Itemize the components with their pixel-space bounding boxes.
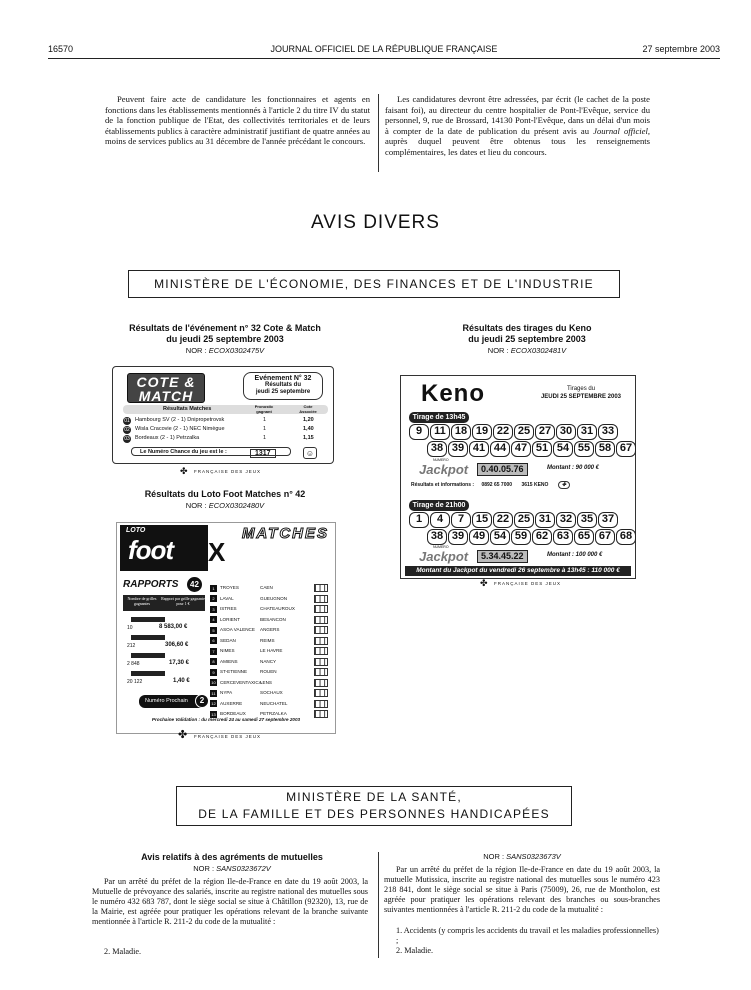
tirage2-row2: [427, 529, 636, 545]
keno-nor: NOR : ECOX0302481V: [487, 346, 567, 355]
keno-number: 49: [469, 529, 489, 545]
mutuelles-left-item: 2. Maladie.: [104, 947, 142, 956]
keno-jackpot-footer: Montant du Jackpot du vendredi 26 septembre à 13h45 : 110 000 €: [405, 566, 631, 576]
mutuelles-right-item-1: 1. Accidents (y compris les accidents du travail et les maladies professionnelles) ;: [396, 926, 659, 945]
tier-bar: [131, 617, 165, 622]
intro-right-paragraph: Les candidatures devront être adressées, par écrit (le cachet de la poste faisant foi), au directeur du centre hospitalier de Pont-l'Evêque, service du personnel, 9, rue de Brossard, 14130 Pont-l'Evêque, dans un délai d'un mois à compter de la date de publication du présent avis au Journal officiel, auprès duquel peuvent être obtenus tous les renseignements complémentaires, les dates et lieu du concours.: [385, 94, 651, 157]
clover-icon: ✤: [180, 466, 188, 476]
jackpot-amount: Montant : 100 000 €: [547, 552, 603, 558]
clover-icon: ✤: [178, 729, 188, 741]
keno-number: 25: [514, 512, 534, 528]
page-header: [48, 44, 720, 58]
tirage-1345-badge: Tirage de 13h45: [409, 412, 469, 423]
mutuelles-nor-right: NOR : SANS0323673V: [483, 852, 561, 861]
tirage1-row1: [409, 424, 618, 440]
keno-number: 44: [490, 441, 510, 457]
keno-number: 62: [532, 529, 552, 545]
column-divider: [378, 94, 379, 172]
cote-match-ticket: [112, 366, 334, 464]
header-rule: [48, 58, 720, 59]
keno-title: Résultats des tirages du Keno du jeudi 25 septembre 2003: [462, 323, 592, 344]
keno-number: 39: [448, 441, 468, 457]
list-item: 7 NIMES LE HAVRE: [210, 646, 332, 657]
table-row: 02 Wisla Cracovie (2 - 1) NEC Nimègue 1 1,40: [124, 426, 314, 433]
mutuelles-title: Avis relatifs à des agréments de mutuelles: [141, 852, 323, 862]
loto-foot-matches-word: MATCHES: [241, 525, 329, 542]
column-divider: [378, 852, 379, 958]
list-item: 11 NYPA SOCHAUX: [210, 688, 332, 699]
cote-match-title: Résultats de l'événement n° 32 Cote & Match du jeudi 25 septembre 2003: [129, 323, 321, 344]
keno-number: 22: [493, 512, 513, 528]
rapports-label: RAPPORTS: [123, 579, 179, 590]
keno-number: 59: [511, 529, 531, 545]
cote-match-header-row: Résultats Matches Pronostic gagnant Cote Associée: [123, 405, 328, 414]
ministry-economy-box: MINISTÈRE DE L'ÉCONOMIE, DES FINANCES ET DE L'INDUSTRIE: [128, 270, 620, 298]
keno-number: 54: [490, 529, 510, 545]
table-row: 03 Bordeaux (2 - 1) Petrzalka 1 1,15: [124, 435, 314, 442]
rapports-header: Nombre de grilles gagnantes Rapport par grille gagnante pour 1 €: [123, 595, 205, 611]
list-item: 9 ST-ETIENNE ROUEN: [210, 667, 332, 678]
list-item: 10 CERCEVENTAXICA LENS: [210, 678, 332, 689]
keno-number: 27: [535, 424, 555, 440]
loto-foot-title: Résultats du Loto Foot Matches n° 42: [144, 489, 306, 499]
cote-match-logo: COTE & MATCH: [127, 373, 205, 403]
keno-number: 38: [427, 441, 447, 457]
keno-number: 11: [430, 424, 450, 440]
list-item: 8 AMIENS NANCY: [210, 657, 332, 668]
loto-foot-logo: LOTO foot: [120, 525, 208, 571]
tirage1-row2: [427, 441, 636, 457]
loto-foot-nor: NOR : ECOX0302480V: [185, 501, 265, 510]
mutuelles-left-paragraph: Par un arrêté du préfet de la région Ile-de-France en date du 19 août 2003, la Mutuelle de prévoyance des salariés, inscrite au registre national des mutuelles sous le numéro 432 683 787, dont le siège social se situe à Châtillon (92320), 13, rue de la Mairie, est agréée pour pratiquer les opérations relevant de la branche suivante mentionnée à l'article R. 211-2 du code de la mutualité :: [92, 877, 368, 926]
keno-date: Tirages du JEUDI 25 SEPTEMBRE 2003: [540, 386, 622, 400]
keno-number: 18: [451, 424, 471, 440]
keno-number: 35: [577, 512, 597, 528]
jackpot-amount: Montant : 90 000 €: [547, 465, 600, 471]
keno-number: 39: [448, 529, 468, 545]
numero-prochain-pill: Numéro Prochain 2: [139, 695, 207, 708]
keno-number: 41: [469, 441, 489, 457]
list-item: 3 ISTRES CHATEAUROUX: [210, 604, 332, 615]
keno-number: 31: [577, 424, 597, 440]
tier-bar: [131, 635, 165, 640]
keno-number: 1: [409, 512, 429, 528]
section-title: AVIS DIVERS: [311, 212, 440, 233]
list-item: 6 SEDAN REIMS: [210, 636, 332, 647]
page-number: 16570: [48, 44, 74, 54]
clover-icon: ✤: [480, 578, 488, 588]
jackpot1-row: NUMERO Jackpot 0.40.05.76 Montant : 90 000 €: [419, 458, 600, 477]
keno-logo: Keno: [421, 380, 485, 407]
tirage-2100-badge: Tirage de 21h00: [409, 500, 469, 511]
keno-number: 68: [616, 529, 636, 545]
keno-number: 22: [493, 424, 513, 440]
fdj-logo: ✤ FRANÇAISE DES JEUX: [178, 729, 262, 741]
table-row: 01 Hambourg SV (2 - 1) Dnipropetrovsk 1 1,20: [124, 417, 314, 424]
jackpot2-row: NUMERO Jackpot 5.34.45.22 Montant : 100 000 €: [419, 545, 603, 564]
tier-bar: [131, 653, 165, 658]
issue-date: 27 septembre 2003: [642, 44, 720, 54]
jackpot-number: 5.34.45.22: [477, 550, 528, 563]
list-item: 1 TROYES CAEN: [210, 583, 332, 594]
keno-number: 54: [553, 441, 573, 457]
intro-left-paragraph: Peuvent faire acte de candidature les fonctionnaires et agents en fonctions dans les établissements mentionnés à l'article 2 du titre IV du statut de la fonction publique de l'Etat, des collectivités territoriales et de leurs établissements publics à caractère administratif justifiant de quatre années au moins de services publics au 31 décembre de l'année précédant le concours.: [105, 94, 370, 147]
jackpot-logo: Jackpot: [419, 462, 469, 477]
list-item: 5 ASOA VALENCE ANGERS: [210, 625, 332, 636]
prochaine-validation: Prochaine Validation : du mercredi 24 au samedi 27 septembre 2003: [151, 717, 301, 722]
rapports-number-badge: 42: [187, 577, 202, 592]
keno-number: 67: [616, 441, 636, 457]
keno-number: 38: [427, 529, 447, 545]
keno-number: 51: [532, 441, 552, 457]
mutuelles-right-paragraph: Par un arrêté du préfet de la région Ile-de-France en date du 19 août 2003, la mutuelle Mutissica, inscrite au registre national des mutuelles sous le numéro 423 218 841, dont le siège social se situe à Paris (75009), 26, rue de Montholon, est agréée pour pratiquer les opérations relevant des branches ou sous-branches suivantes mentionnées à l'article R. 211-2 du code de la mutualité :: [384, 865, 660, 914]
keno-number: 63: [553, 529, 573, 545]
keno-number: 15: [472, 512, 492, 528]
keno-info-row: Résultats et informations : 0892 65 7000 3615 KENO ✤: [411, 482, 631, 488]
smiley-icon: ☺: [303, 447, 317, 459]
fdj-mini-logo: ✤: [558, 481, 570, 489]
keno-number: 25: [514, 424, 534, 440]
keno-number: 9: [409, 424, 429, 440]
keno-ticket: [400, 375, 636, 579]
list-item: 12 AUXERRE NEUCHATEL: [210, 699, 332, 710]
journal-title: JOURNAL OFFICIEL DE LA RÉPUBLIQUE FRANÇAISE: [270, 44, 498, 54]
ministry-health-box: MINISTÈRE DE LA SANTÉ, DE LA FAMILLE ET DES PERSONNES HANDICAPÉES: [176, 786, 572, 826]
jackpot-logo: Jackpot: [419, 549, 469, 564]
loto-foot-x: X: [208, 537, 226, 567]
keno-number: 31: [535, 512, 555, 528]
mutuelles-right-item-2: 2. Maladie.: [396, 946, 434, 955]
keno-number: 33: [598, 424, 618, 440]
tier-bar: [131, 671, 165, 676]
tirage2-row1: [409, 512, 618, 528]
keno-number: 65: [574, 529, 594, 545]
keno-number: 7: [451, 512, 471, 528]
keno-number: 32: [556, 512, 576, 528]
fdj-logo: ✤ FRANÇAISE DES JEUX: [480, 578, 562, 588]
keno-number: 58: [595, 441, 615, 457]
loto-foot-ticket: LOTO foot X MATCHES RAPPORTS 42 Nombre de grilles gagnantes Rapport par grille gagnante pour 1 € 10 8 583,00 € 212 306,60 € 2 848 17,30 € 20 122 1,40 € Numéro Prochain 2 1 TROYES CAEN 2 LAVAL GUEUGNON 3 ISTRES CHATEAUROUX 4 LORIENT BESANCON 5 ASOA VALENCE ANGERS 6 SEDAN REIMS 7 NIMES LE HAVRE 8 AMIENS NANCY 9 ST-ETIENNE ROUEN 10 CERCEVENTAXICA LENS 11 NYPA SOCHAUX 12 AUXERRE NEUCHATEL 13 BORDEAUX PETRZALKA Prochaine Validation : du mercredi 24 au samedi 27 septembre 2003: [116, 522, 336, 734]
keno-number: 30: [556, 424, 576, 440]
list-item: 4 LORIENT BESANCON: [210, 615, 332, 626]
keno-number: 67: [595, 529, 615, 545]
event-box: Evénement N° 32 Résultats du jeudi 25 septembre: [243, 372, 323, 400]
keno-number: 19: [472, 424, 492, 440]
chance-number-row: Le Numéro Chance du jeu est le : 1317: [131, 447, 291, 456]
fdj-logo: ✤ FRANÇAISE DES JEUX: [180, 466, 262, 476]
keno-number: 4: [430, 512, 450, 528]
keno-number: 37: [598, 512, 618, 528]
keno-number: 47: [511, 441, 531, 457]
cote-match-nor: NOR : ECOX0302475V: [185, 346, 265, 355]
list-item: 13 BORDEAUX PETRZALKA: [210, 709, 332, 720]
keno-number: 55: [574, 441, 594, 457]
jackpot-number: 0.40.05.76: [477, 463, 528, 476]
list-item: 2 LAVAL GUEUGNON: [210, 594, 332, 605]
mutuelles-nor-left: NOR : SANS0323672V: [193, 864, 271, 873]
